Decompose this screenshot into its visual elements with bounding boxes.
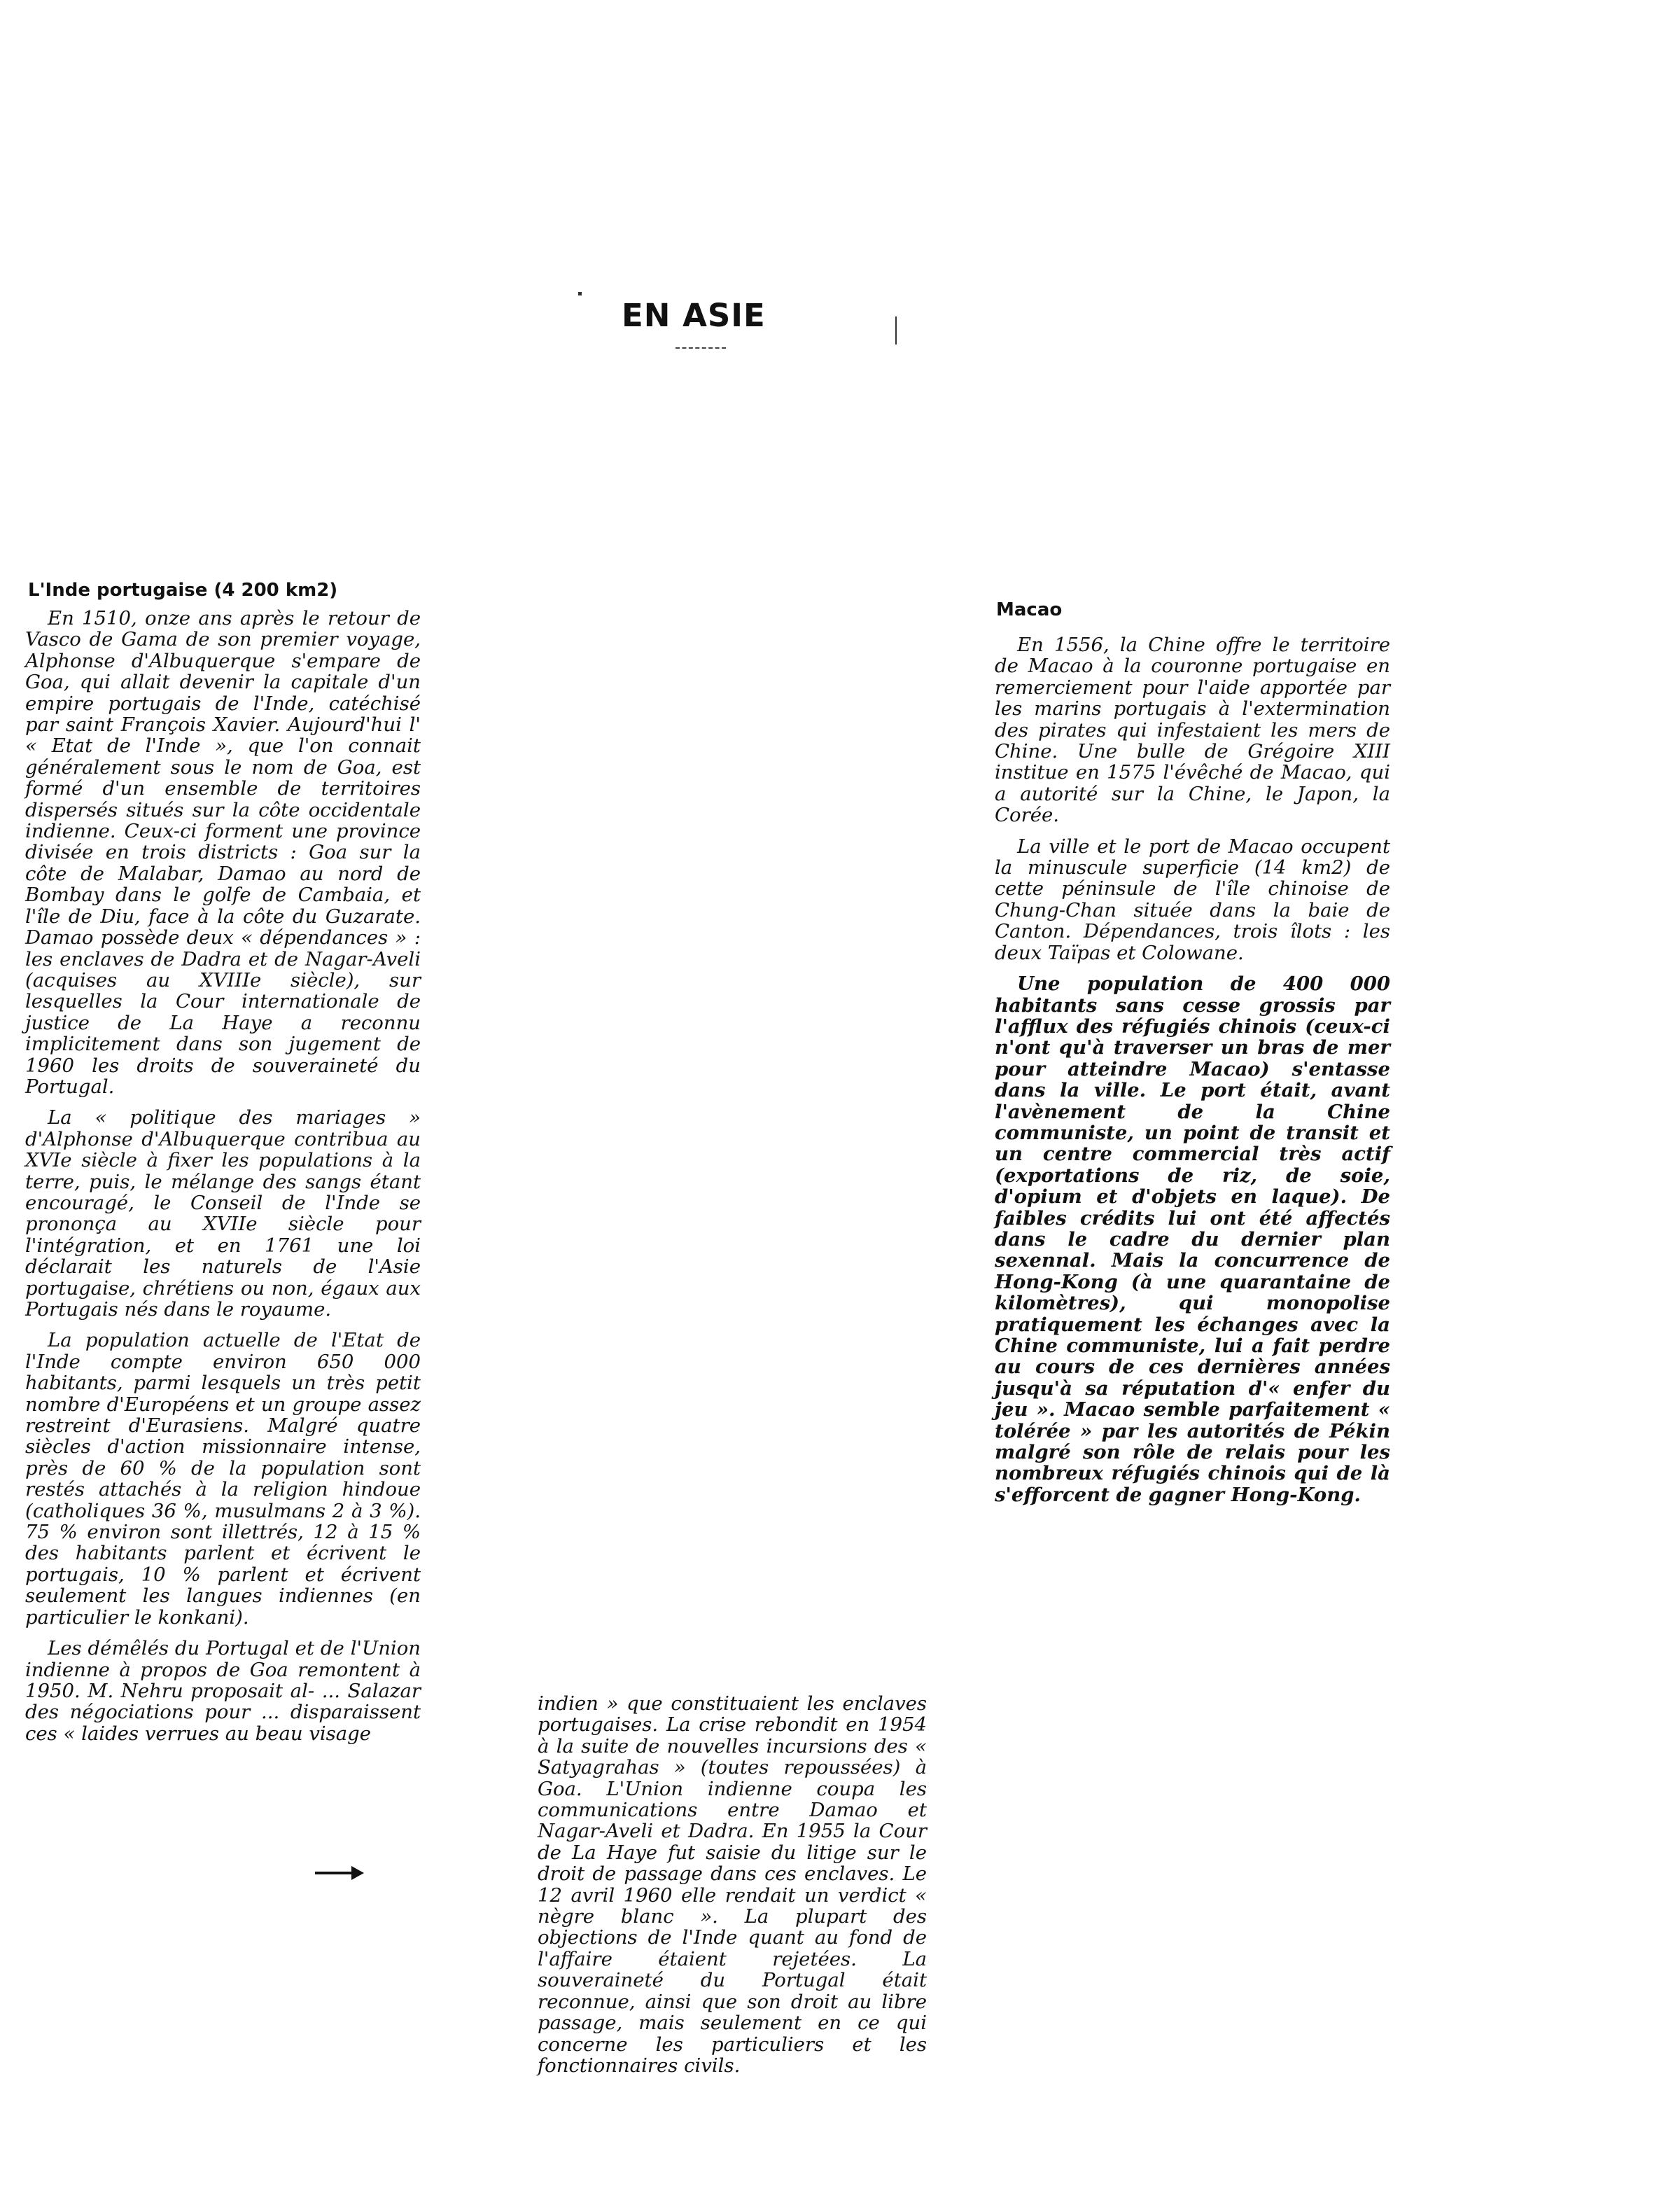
- title-underline: [676, 347, 726, 349]
- inde-paragraph-2: La « politique des mariages » d'Alphonse d'Albuquerque contribua au XVIe siècle à fixer les populations à la terre, puis, le mélange des sangs étant encouragé, le Conseil de l'Inde se prononça au XVIIe siècle pour l'intégration, et en 1761 une loi déclarait les naturels de l'Asie portugaise, chrétiens ou non, égaux aux Portugais nés dans le royaume.: [25, 1106, 421, 1321]
- page-title: EN ASIE: [622, 297, 766, 334]
- inde-continuation-paragraph: indien » que constituaient les enclaves portugaises. La crise rebondit en 1954 à la suite de nouvelles incursions des « Satyagrahas » (toutes repoussées) à Goa. L'Union indienne coupa les communications entre Damao et Nagar-Aveli et Dadra. En 1955 la Cour de La Haye fut saisie du litige sur le droit de passage dans ces enclaves. Le 12 avril 1960 elle rendait un verdict « nègre blanc ». La plupart des objections de l'Inde quant au fond de l'affaire étaient rejetées. La souveraineté du Portugal était reconnue, ainsi que son droit au libre passage, mais seulement en ce qui concerne les particuliers et les fonctionnaires civils.: [538, 1692, 927, 2077]
- article-column-macao: [995, 634, 1390, 1515]
- section-heading-macao: Macao: [996, 599, 1063, 620]
- section-heading-inde: L'Inde portugaise (4 200 km2): [28, 580, 338, 601]
- inde-paragraph-3: La population actuelle de l'Etat de l'Inde compte environ 650 000 habitants, parmi lesquels un très petit nombre d'Européens et un groupe assez restreint d'Eurasiens. Malgré quatre siècles d'action missionnaire intense, près de 60 % de la population sont restés attachés à la religion hindoue (catholiques 36 %, musulmans 2 à 3 %). 75 % environ sont illettrés, 12 à 15 % des habitants parlent et écrivent le portugais, 10 % parlent et écrivent seulement les langues indiennes (en particulier le konkani).: [25, 1329, 421, 1629]
- margin-mark: [578, 292, 582, 295]
- inde-paragraph-4: Les démêlés du Portugal et de l'Union indienne à propos de Goa remontent à 1950. M. Nehru proposait al- ... Salazar des négociations pour ... disparaissent ces « laides verrues au beau visage: [25, 1637, 421, 1745]
- macao-paragraph-3: Une population de 400 000 habitants sans cesse grossis par l'afflux des réfugiés chinois (ceux-ci n'ont qu'à traverser un bras de mer pour atteindre Macao) s'entasse dans la ville. Le port était, avant l'avènement de la Chine communiste, un point de transit et un centre commercial très actif (exportations de riz, de soie, d'opium et d'objets en laque). De faibles crédits lui ont été affectés dans le cadre du dernier plan sexennal. Mais la concurrence de Hong-Kong (à une quarantaine de kilomètres), qui monopolise pratiquement les échanges avec la Chine communiste, lui a fait perdre au cours de ces dernières années jusqu'à sa réputation d'« enfer du jeu ». Macao semble parfaitement « tolérée » par les autorités de Pékin malgré son rôle de relais pour les nombreux réfugiés chinois qui de là s'efforcent de gagner Hong-Kong.: [995, 973, 1390, 1506]
- macao-paragraph-2: La ville et le port de Macao occupent la minuscule superficie (14 km2) de cette péninsule de l'île chinoise de Chung-Chan située dans la baie de Canton. Dépendances, trois îlots : les deux Taïpas et Colowane.: [995, 835, 1390, 964]
- macao-paragraph-1: En 1556, la Chine offre le territoire de Macao à la couronne portugaise en remerciement pour l'aide apportée par les marins portugais à l'extermination des pirates qui infestaient les mers de Chine. Une bulle de Grégoire XIII institue en 1575 l'évêché de Macao, qui a autorité sur la Chine, le Japon, la Corée.: [995, 634, 1390, 827]
- margin-mark: [895, 316, 897, 344]
- article-column-inde-continued: [538, 1693, 927, 2086]
- continuation-arrow-icon: [315, 1864, 364, 1882]
- inde-paragraph-1: En 1510, onze ans après le retour de Vasco de Gama de son premier voyage, Alphonse d'Albuquerque s'empare de Goa, qui allait devenir la capitale d'un empire portugais de l'Inde, catéchisé par saint François Xavier. Aujourd'hui l' « Etat de l'Inde », que l'on connait généralement sous le nom de Goa, est formé d'un ensemble de territoires dispersés situés sur la côte occidentale indienne. Ceux-ci forment une province divisée en trois districts : Goa sur la côte de Malabar, Damao au nord de Bombay dans le golfe de Cambaia, et l'île de Diu, face à la côte du Guzarate. Damao possède deux « dépendances » : les enclaves de Dadra et de Nagar-Aveli (acquises au XVIIIe siècle), sur lesquelles la Cour internationale de justice de La Haye a reconnu implicitement dans son jugement de 1960 les droits de souveraineté du Portugal.: [25, 607, 421, 1098]
- article-column-inde: [25, 608, 421, 1754]
